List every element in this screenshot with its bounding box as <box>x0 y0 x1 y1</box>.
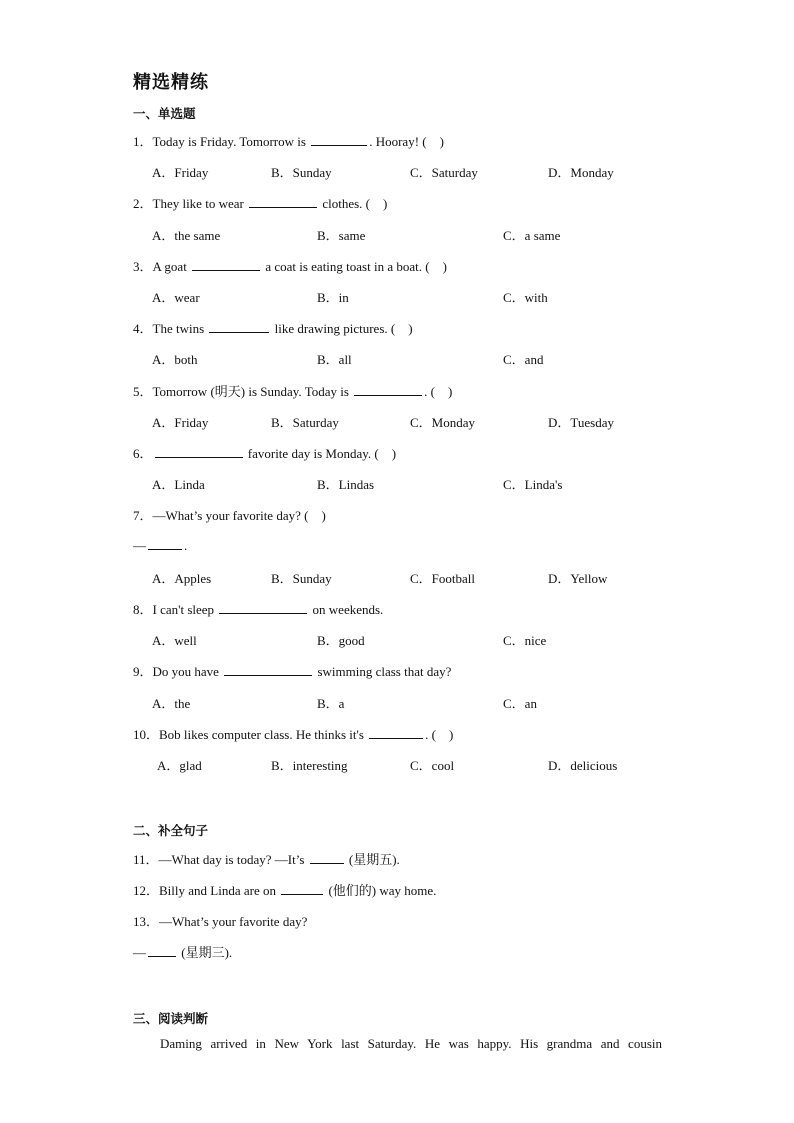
question-13-answer-line <box>133 942 232 961</box>
answer-blank[interactable] <box>148 537 182 550</box>
option-b[interactable]: B．Saturday <box>271 415 339 430</box>
question-2 <box>133 193 387 212</box>
option-c[interactable]: C．an <box>503 696 537 711</box>
question-text: 2．They like to wear <box>133 196 244 211</box>
answer-blank[interactable] <box>155 445 243 458</box>
answer-blank[interactable] <box>281 882 323 895</box>
option-b[interactable]: B．same <box>317 228 366 243</box>
option-c[interactable]: C．Football <box>410 571 476 586</box>
question-13 <box>133 911 307 930</box>
period: . <box>184 538 188 553</box>
option-a[interactable]: A．Apples <box>152 571 212 586</box>
option-a[interactable]: A．both <box>152 352 198 367</box>
dash: — <box>133 538 146 553</box>
question-text: . Hooray! ( ) <box>369 134 444 149</box>
section-heading-single-choice: 一、单选题 <box>133 106 196 121</box>
question-text: like drawing pictures. ( ) <box>274 321 413 336</box>
option-a[interactable]: A．Friday <box>152 415 209 430</box>
question-text: 9．Do you have <box>133 664 219 679</box>
page-title: 精选精练 <box>133 72 209 93</box>
option-c[interactable]: C．a same <box>503 228 561 243</box>
answer-blank[interactable] <box>148 944 176 957</box>
hint-text: (他们的) way home. <box>328 883 437 898</box>
section-heading-complete-sentences: 二、补全句子 <box>133 823 209 838</box>
question-10 <box>133 724 453 743</box>
option-b[interactable]: B．Sunday <box>271 571 332 586</box>
option-c[interactable]: C．and <box>503 352 544 367</box>
option-a[interactable]: A．the same <box>152 228 221 243</box>
question-text: clothes. ( ) <box>322 196 388 211</box>
option-a[interactable]: A．Linda <box>152 477 205 492</box>
question-text: 8．I can't sleep <box>133 602 215 617</box>
option-d[interactable]: D．Tuesday <box>548 415 614 430</box>
question-text: . ( ) <box>424 384 453 399</box>
question-5 <box>133 381 452 400</box>
section-heading-reading: 三、阅读判断 <box>133 1011 209 1026</box>
question-text: favorite day is Monday. ( ) <box>247 446 397 461</box>
question-text: 10．Bob likes computer class. He thinks it's <box>133 727 364 742</box>
option-a[interactable]: A．wear <box>152 290 200 305</box>
question-text: . ( ) <box>425 727 454 742</box>
question-11 <box>133 849 400 868</box>
option-b[interactable]: B．all <box>317 352 352 367</box>
question-8 <box>133 599 383 618</box>
option-d[interactable]: D．Monday <box>548 165 614 180</box>
option-a[interactable]: A．glad <box>157 758 202 773</box>
question-3 <box>133 256 447 275</box>
answer-blank[interactable] <box>219 601 307 614</box>
option-b[interactable]: B．good <box>317 633 365 648</box>
answer-blank[interactable] <box>224 663 312 676</box>
question-7-answer-line <box>133 537 187 554</box>
answer-blank[interactable] <box>209 320 269 333</box>
option-c[interactable]: C．Linda's <box>503 477 563 492</box>
question-12 <box>133 880 436 899</box>
question-text: 4．The twins <box>133 321 205 336</box>
option-b[interactable]: B．in <box>317 290 349 305</box>
option-c[interactable]: C．Monday <box>410 415 476 430</box>
question-text: 11．—What day is today? —It’s <box>133 852 305 867</box>
question-text: 12．Billy and Linda are on <box>133 883 276 898</box>
question-text: 5．Tomorrow (明天) is Sunday. Today is <box>133 384 349 399</box>
option-b[interactable]: B．Sunday <box>271 165 332 180</box>
option-d[interactable]: D．delicious <box>548 758 618 773</box>
question-text: a coat is eating toast in a boat. ( ) <box>265 259 447 274</box>
answer-blank[interactable] <box>311 133 367 146</box>
option-a[interactable]: A．Friday <box>152 165 209 180</box>
answer-blank[interactable] <box>369 726 423 739</box>
hint-text: (星期三). <box>181 945 233 960</box>
option-c[interactable]: C．cool <box>410 758 455 773</box>
option-b[interactable]: B．a <box>317 696 345 711</box>
question-text: 1．Today is Friday. Tomorrow is <box>133 134 306 149</box>
question-1 <box>133 131 444 150</box>
option-b[interactable]: B．interesting <box>271 758 348 773</box>
answer-blank[interactable] <box>354 383 422 396</box>
question-9 <box>133 661 451 680</box>
question-6 <box>133 443 396 462</box>
option-a[interactable]: A．the <box>152 696 191 711</box>
option-b[interactable]: B．Lindas <box>317 477 375 492</box>
option-c[interactable]: C．with <box>503 290 548 305</box>
option-d[interactable]: D．Yellow <box>548 571 608 586</box>
dash: — <box>133 945 146 960</box>
option-c[interactable]: C．nice <box>503 633 547 648</box>
question-text: swimming class that day? <box>317 664 452 679</box>
answer-blank[interactable] <box>192 258 260 271</box>
question-7 <box>133 505 326 524</box>
question-text: 6． <box>133 446 153 461</box>
answer-blank[interactable] <box>249 195 317 208</box>
option-c[interactable]: C．Saturday <box>410 165 478 180</box>
hint-text: (星期五). <box>348 852 400 867</box>
answer-blank[interactable] <box>310 851 344 864</box>
question-text: 13．—What’s your favorite day? <box>133 914 308 929</box>
question-4 <box>133 318 413 337</box>
question-text: on weekends. <box>312 602 384 617</box>
option-a[interactable]: A．well <box>152 633 197 648</box>
reading-passage-line: Daming arrived in New York last Saturday. He was happy. His grandma and cousin <box>160 1036 662 1051</box>
question-text: 3．A goat <box>133 259 187 274</box>
question-text: 7．—What’s your favorite day? ( ) <box>133 508 326 523</box>
